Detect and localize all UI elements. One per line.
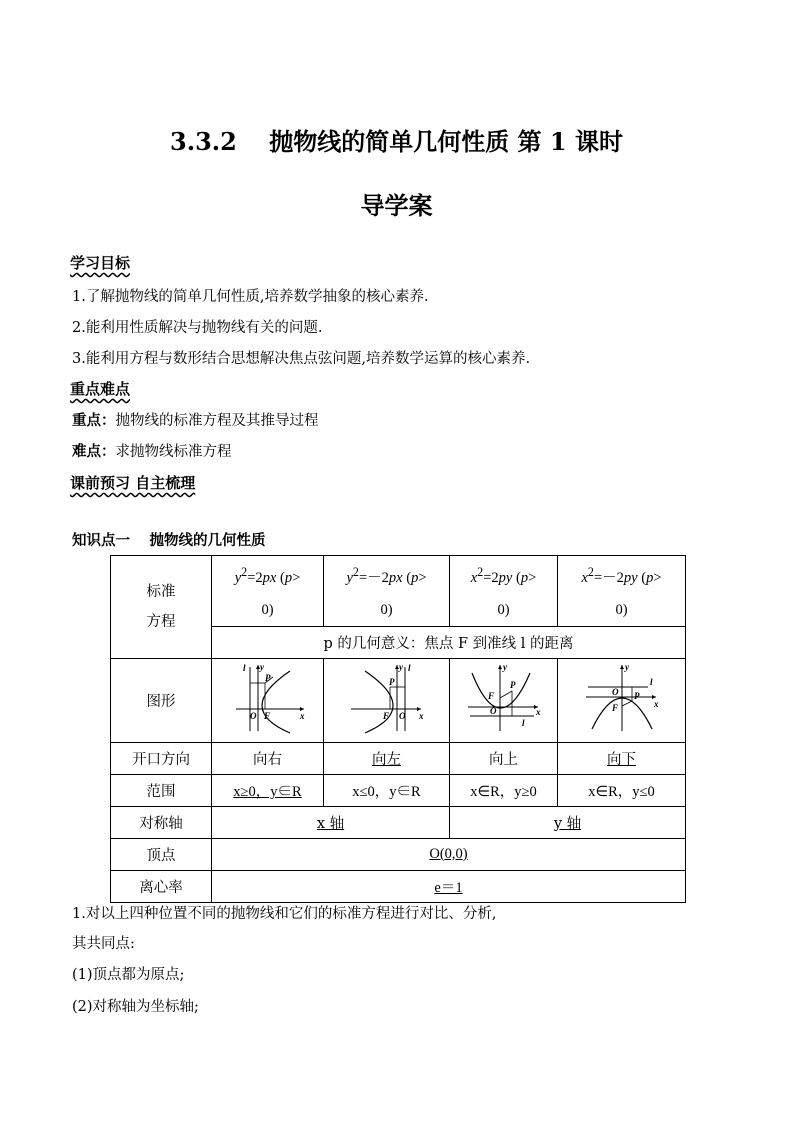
parabola-down-graph (582, 661, 662, 735)
parabola-up-graph (464, 661, 544, 735)
row-opening (111, 742, 686, 774)
page-title: 3.3.2 抛物线的简单几何性质 第 1 课时 (170, 127, 623, 156)
svg-text:x: x (535, 707, 540, 718)
label-eccentricity: 离心率 (111, 870, 212, 902)
axis-y: y 轴 (450, 806, 686, 838)
row-figure (111, 658, 686, 742)
svg-text:P: P (633, 691, 639, 702)
parabola-right-graph (228, 661, 308, 735)
svg-text:O: O (398, 711, 405, 722)
svg-text:y: y (624, 662, 629, 673)
eq-up: $x^2=2py$ (p> 0) (450, 556, 558, 627)
eq-left: $y^2=-2px$ (p> 0) (324, 556, 450, 627)
opening-up: 向上 (450, 742, 558, 774)
goal-item-1: 1.了解抛物线的简单几何性质,培养数学抽象的核心素养. (72, 289, 429, 305)
range-up: x∈R，y≥0 (450, 774, 558, 806)
row-standard-eq (111, 556, 686, 627)
goal-item-3: 3.能利用方程与数形结合思想解决焦点弦问题,培养数学运算的核心素养. (72, 351, 531, 367)
row-axis (111, 806, 686, 838)
range-down: x∈R，y≤0 (558, 774, 686, 806)
svg-text:y: y (259, 662, 264, 673)
svg-text:O: O (489, 706, 496, 717)
range-left: x≤0，y∈R (324, 774, 450, 806)
svg-text:O: O (249, 711, 256, 722)
note-2: 其共同点: (72, 936, 135, 952)
eccentricity-value: e＝1 (212, 870, 686, 902)
difficulty-text: 求抛物线标准方程 (115, 444, 232, 460)
goals-heading: 学习目标 (70, 254, 131, 272)
opening-right: 向右 (212, 742, 324, 774)
row-range (111, 774, 686, 806)
focus-text: 抛物线的标准方程及其推导过程 (115, 413, 319, 429)
focus-line (72, 409, 319, 430)
svg-text:y: y (502, 662, 507, 673)
difficulty-label: 难点： (72, 443, 116, 460)
svg-text:l: l (407, 663, 411, 674)
vertex-value: O(0,0) (212, 838, 686, 870)
svg-text:x: x (418, 711, 423, 722)
svg-text:l: l (649, 677, 653, 688)
label-figure: 图形 (111, 658, 212, 742)
kp1-heading: 知识点一 抛物线的几何性质 (72, 532, 266, 549)
svg-text:l: l (521, 718, 525, 729)
difficulty-line (72, 440, 232, 461)
svg-text:P: P (264, 673, 270, 684)
p-meaning: p 的几何意义：焦点 F 到准线 l 的距离 (212, 626, 686, 658)
preview-heading: 课前预习 自主梳理 (70, 474, 196, 492)
label-axis: 对称轴 (111, 806, 212, 838)
focus-label: 重点： (72, 412, 116, 429)
svg-text:F: F (611, 703, 618, 714)
svg-text:F: F (487, 691, 494, 702)
eq-down: $x^2=-2py$ (p> 0) (558, 556, 686, 627)
note-4: (2)对称轴为坐标轴; (72, 999, 199, 1015)
svg-text:l: l (242, 663, 246, 674)
figure-up (450, 658, 558, 742)
figure-left (324, 658, 450, 742)
svg-text:F: F (382, 711, 389, 722)
opening-left: 向左 (324, 742, 450, 774)
svg-text:P: P (509, 680, 515, 691)
label-range: 范围 (111, 774, 212, 806)
note-3: (1)顶点都为原点; (72, 967, 185, 983)
page-subtitle: 导学案 (360, 191, 433, 220)
svg-text:y: y (398, 662, 403, 673)
svg-text:x: x (653, 699, 658, 710)
figure-right (212, 658, 324, 742)
svg-text:x: x (299, 711, 304, 722)
goal-item-2: 2.能利用性质解决与抛物线有关的问题. (72, 320, 323, 336)
opening-down: 向下 (558, 742, 686, 774)
label-opening: 开口方向 (111, 742, 212, 774)
svg-text:P: P (388, 677, 394, 688)
svg-text:O: O (611, 687, 618, 698)
label-vertex: 顶点 (111, 838, 212, 870)
note-1: 1.对以上四种位置不同的抛物线和它们的标准方程进行对比、分析, (72, 906, 497, 922)
figure-down (558, 658, 686, 742)
row-vertex (111, 838, 686, 870)
properties-table (110, 555, 686, 903)
key-heading: 重点难点 (70, 380, 131, 398)
svg-text:F: F (263, 711, 270, 722)
label-standard-eq: 标准 方程 (111, 556, 212, 659)
eq-right: $y^2=2px$ (p> 0) (212, 556, 324, 627)
parabola-left-graph (347, 661, 427, 735)
axis-x: x 轴 (212, 806, 450, 838)
row-eccentricity (111, 870, 686, 902)
range-right: x≥0，y∈R (212, 774, 324, 806)
